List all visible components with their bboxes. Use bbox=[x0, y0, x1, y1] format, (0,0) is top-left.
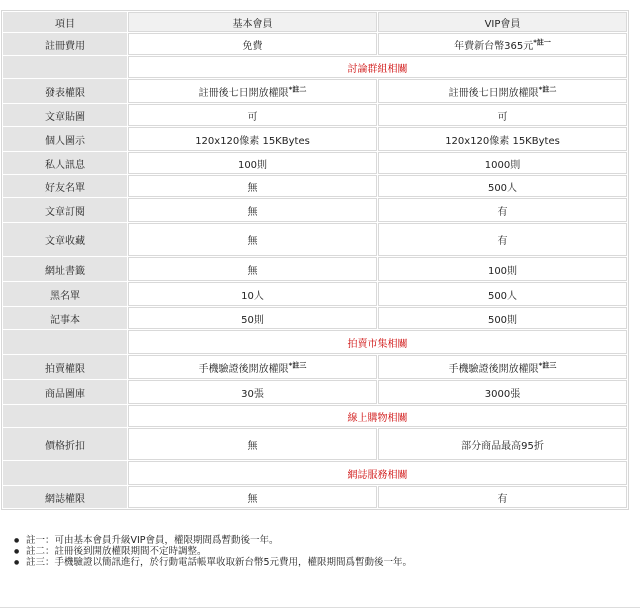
table-row bbox=[3, 486, 627, 508]
section-title-auction: 拍賣市集相關 bbox=[128, 330, 627, 354]
header-basic-member: 基本會員 bbox=[128, 12, 377, 32]
header-vip-member: VIP會員 bbox=[378, 12, 627, 32]
basic-value: 無 bbox=[128, 175, 377, 197]
vip-value: 500人 bbox=[378, 175, 627, 197]
vip-value bbox=[378, 355, 627, 379]
basic-value: 可 bbox=[128, 104, 377, 126]
row-label: 文章收藏 bbox=[3, 223, 127, 256]
table-row bbox=[3, 307, 627, 329]
basic-value: 100則 bbox=[128, 152, 377, 174]
vip-value: 500則 bbox=[378, 307, 627, 329]
table-row bbox=[3, 104, 627, 126]
row-label: 拍賣權限 bbox=[3, 355, 127, 379]
table-row bbox=[3, 175, 627, 197]
vip-value: 有 bbox=[378, 486, 627, 508]
basic-value bbox=[128, 355, 377, 379]
table-header-row bbox=[3, 12, 627, 32]
section-title-forum: 討論群組相關 bbox=[128, 56, 627, 78]
header-item: 項目 bbox=[3, 12, 127, 32]
footnote-item: ● 註一：可由基本會員升級VIP會員，權限期間爲暫動後一年。 bbox=[14, 535, 624, 546]
section-spacer bbox=[3, 56, 127, 78]
row-label: 網誌權限 bbox=[3, 486, 127, 508]
row-label: 商品圖庫 bbox=[3, 380, 127, 404]
vip-value: 3000張 bbox=[378, 380, 627, 404]
table-row bbox=[3, 428, 627, 460]
vip-value: 有 bbox=[378, 198, 627, 222]
row-label: 黑名單 bbox=[3, 282, 127, 306]
vip-value bbox=[378, 33, 627, 55]
row-label: 文章貼圖 bbox=[3, 104, 127, 126]
vip-value: 500人 bbox=[378, 282, 627, 306]
vip-value-text: 年費新台幣365元 bbox=[454, 40, 534, 52]
table-row bbox=[3, 223, 627, 256]
vip-value: 有 bbox=[378, 223, 627, 256]
table-row bbox=[3, 257, 627, 281]
basic-value-text: 手機驗證後開放權限 bbox=[198, 363, 289, 375]
footnote-marker: *註一 bbox=[533, 38, 551, 47]
row-label: 私人訊息 bbox=[3, 152, 127, 174]
basic-value: 免費 bbox=[128, 33, 377, 55]
footnote-item: ● 註二：註冊後到開放權限期間不定時調整。 bbox=[14, 546, 624, 557]
row-label: 網址書籤 bbox=[3, 257, 127, 281]
bottom-divider bbox=[0, 607, 640, 608]
basic-value: 50則 bbox=[128, 307, 377, 329]
section-row-blog bbox=[3, 461, 627, 485]
membership-comparison-table bbox=[1, 10, 629, 510]
section-row-auction bbox=[3, 330, 627, 354]
vip-value: 可 bbox=[378, 104, 627, 126]
vip-value-text: 註冊後七日開放權限 bbox=[448, 87, 539, 99]
vip-value-text: 手機驗證後開放權限 bbox=[448, 363, 539, 375]
footnote-marker: *註三 bbox=[538, 361, 557, 370]
vip-value: 部分商品最高95折 bbox=[378, 428, 627, 460]
membership-comparison bbox=[1, 10, 627, 510]
footnote-marker: *註三 bbox=[288, 361, 307, 370]
basic-value: 無 bbox=[128, 223, 377, 256]
basic-value: 無 bbox=[128, 428, 377, 460]
table-row bbox=[3, 33, 627, 55]
basic-value: 120x120像素 15KBytes bbox=[128, 127, 377, 151]
table-row bbox=[3, 380, 627, 404]
table-row bbox=[3, 127, 627, 151]
table-row bbox=[3, 79, 627, 103]
footnotes-list bbox=[14, 535, 624, 568]
basic-value: 30張 bbox=[128, 380, 377, 404]
vip-value: 120x120像素 15KBytes bbox=[378, 127, 627, 151]
table-row bbox=[3, 152, 627, 174]
section-spacer bbox=[3, 405, 127, 427]
vip-value: 1000則 bbox=[378, 152, 627, 174]
section-title-shopping: 線上購物相關 bbox=[128, 405, 627, 427]
section-title-blog: 網誌服務相關 bbox=[128, 461, 627, 485]
basic-value: 無 bbox=[128, 257, 377, 281]
basic-value-text: 註冊後七日開放權限 bbox=[198, 87, 289, 99]
row-label: 發表權限 bbox=[3, 79, 127, 103]
table-row bbox=[3, 198, 627, 222]
section-spacer bbox=[3, 330, 127, 354]
row-label: 記事本 bbox=[3, 307, 127, 329]
row-label: 註冊費用 bbox=[3, 33, 127, 55]
basic-value: 10人 bbox=[128, 282, 377, 306]
vip-value bbox=[378, 79, 627, 103]
basic-value: 無 bbox=[128, 198, 377, 222]
table-row bbox=[3, 282, 627, 306]
section-row-shopping bbox=[3, 405, 627, 427]
table-row bbox=[3, 355, 627, 379]
basic-value: 無 bbox=[128, 486, 377, 508]
row-label: 價格折扣 bbox=[3, 428, 127, 460]
row-label: 個人圖示 bbox=[3, 127, 127, 151]
vip-value: 100則 bbox=[378, 257, 627, 281]
row-label: 好友名單 bbox=[3, 175, 127, 197]
footnote-marker: *註二 bbox=[538, 85, 557, 94]
section-row-forum bbox=[3, 56, 627, 78]
section-spacer bbox=[3, 461, 127, 485]
row-label: 文章訂閱 bbox=[3, 198, 127, 222]
footnote-item: ● 註三：手機驗證以簡訊進行，於行動電話帳單收取新台幣5元費用，權限期間爲暫動後一年。 bbox=[14, 557, 624, 568]
basic-value bbox=[128, 79, 377, 103]
footnote-marker: *註二 bbox=[288, 85, 307, 94]
